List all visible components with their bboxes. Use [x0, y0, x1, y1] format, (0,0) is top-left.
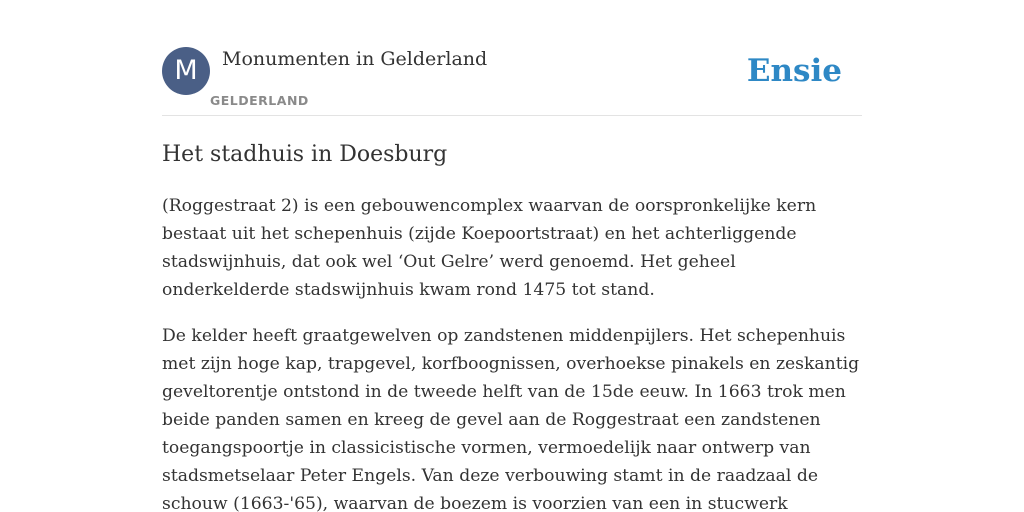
category-label[interactable]: GELDERLAND — [210, 93, 309, 108]
header — [162, 47, 862, 115]
avatar[interactable]: M — [162, 47, 210, 95]
header-divider — [162, 115, 862, 116]
article-body — [162, 192, 862, 512]
brand-logo[interactable]: Ensie — [746, 53, 842, 89]
paragraph: (Roggestraat 2) is een gebouwencomplex waarvan de oorspronkelijke kern bestaat uit het schepenhuis (zijde Koepoortstraat) en het achterliggende stadswijnhuis, dat ook wel ‘Out Gelre’ werd genoemd. Het geheel onderkelderde stadswijnhuis kwam rond 1475 tot stand. — [162, 196, 817, 300]
paragraph: De kelder heeft graatgewelven op zandstenen middenpijlers. Het schepenhuis met zijn hoge kap, trapgevel, korfboognissen, overhoekse pinakels en zeskantig geveltorentje ontstond in de tweede helft van de 15de eeuw. In 1663 trok men beide panden samen en kreeg de gevel aan de Roggestraat een zandstenen toegangspoortje in classicistische vormen, vermoedelijk naar ontwerp van stadsmetselaar Peter Engels. Van deze verbouwing stamt in de raadzaal de schouw (1663-'65), waarvan de boezem is voorzien van een in stucwerk — [162, 326, 860, 512]
site-title[interactable]: Monumenten in Gelderland — [222, 48, 488, 70]
article-title: Het stadhuis in Doesburg — [162, 142, 448, 167]
